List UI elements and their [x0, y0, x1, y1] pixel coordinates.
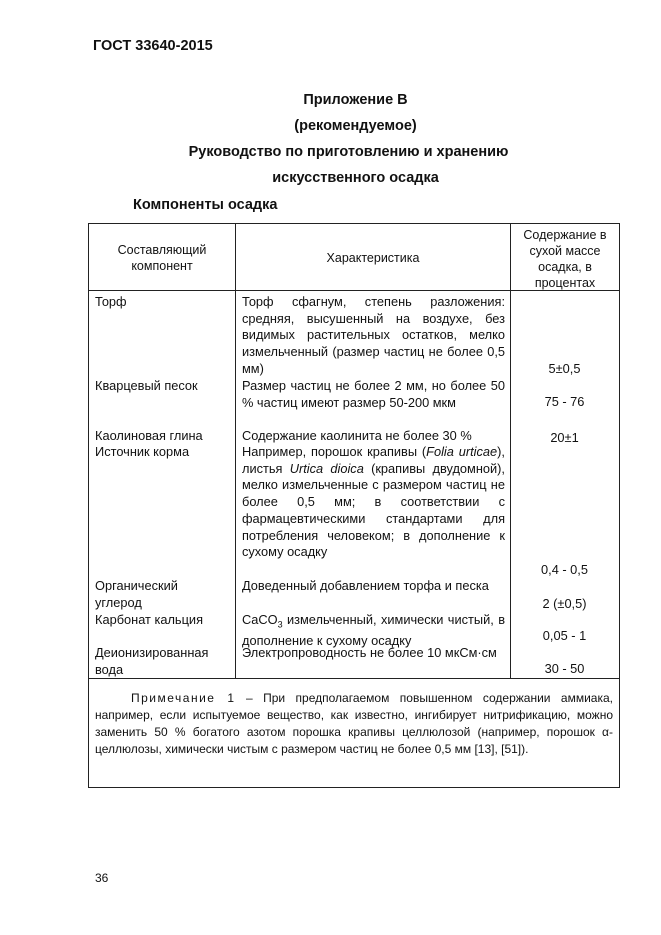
row-carbon-component-line2: углерод — [95, 594, 142, 610]
header-characteristic: Характеристика — [326, 251, 420, 265]
page-number: 36 — [95, 871, 109, 885]
row-water-component — [95, 645, 235, 678]
row-peat-component: Торф — [95, 294, 127, 309]
row-kaolin-component: Каолиновая глина — [95, 428, 203, 443]
row-water-component-line2: вода — [95, 661, 124, 677]
row-kaolin-characteristic: Содержание каолинита не более 30 % — [242, 428, 472, 443]
row-calcium-component: Карбонат кальция — [95, 612, 203, 627]
header-content-line2: сухой массе — [529, 244, 601, 258]
row-carbon-component-line1: Органический — [95, 578, 178, 593]
row-peat-characteristic: Торф сфагнум, степень разложения: средняя, высушенный на воздухе, без видимых растительных остатков, мелко измельченный (размер частиц не более 0,5 мм) — [242, 294, 505, 376]
header-content — [511, 227, 619, 291]
header-component-line2: компонент — [131, 259, 193, 273]
row-water-content: 30 - 50 — [544, 661, 585, 676]
header-component-line1: Составляющий — [117, 243, 207, 257]
row-food-content: 0,4 - 0,5 — [541, 562, 588, 577]
section-title: Компоненты осадка — [133, 197, 278, 213]
row-water-characteristic: Электропроводность не более 10 мкСм·см — [242, 645, 497, 660]
header-content-line4: процентах — [534, 276, 596, 290]
food-text-1: Например, порошок крапивы ( — [242, 444, 427, 459]
row-water-component-line1: Деионизированная — [95, 645, 209, 660]
note-label: Примечание 1 — [131, 691, 236, 705]
row-carbon-content: 2 (±0,5) — [542, 596, 587, 611]
row-sand-characteristic: Размер частиц не более 2 мм, но более 50 % частиц имеют размер 50-200 мкм — [242, 378, 505, 410]
header-component — [89, 242, 235, 274]
row-carbon-component — [95, 578, 235, 611]
row-carbon-characteristic: Доведенный добавлением торфа и песка — [242, 578, 489, 593]
column-divider-1 — [235, 223, 236, 678]
appendix-title: Приложение В — [303, 92, 408, 108]
row-peat-content: 5±0,5 — [548, 361, 581, 376]
food-latin-1: Folia urticae — [426, 444, 498, 459]
row-sand-component: Кварцевый песок — [95, 378, 198, 393]
header-content-line3: осадка, в — [538, 260, 592, 274]
row-kaolin-content: 20±1 — [550, 430, 579, 445]
title-line-2: искусственного осадка — [272, 170, 439, 186]
note-text: – При предполагаемом повышенном содержании аммиака, например, если испытуемое вещество, как известно, ингибирует нитрификацию, можно заменить 50 % богатого азотом порошка крапивы целлюлозой (например, порошок α-целлюлозы, химически чистым с размером частиц не более 0,5 мм [13], [51]). — [95, 691, 614, 756]
row-food-component: Источник корма — [95, 444, 190, 459]
calcium-formula-subscript: 3 — [277, 619, 283, 630]
row-calcium-content: 0,05 - 1 — [542, 628, 587, 643]
food-latin-2: Urtica dioica — [289, 460, 364, 476]
title-line-1: Руководство по приготовлению и хранению — [188, 144, 509, 160]
table-note — [95, 690, 613, 758]
food-text-2: ), листья — [242, 444, 505, 476]
document-id: ГОСТ 33640-2015 — [93, 38, 213, 54]
food-text-3: (крапивы двудомной), мелко измельченные с размером частиц не более 0,5 мм; в соответствии с фармацевтическими стандартами для потребления человеком; в дополнение к сухому осадку — [242, 460, 505, 560]
header-content-line1: Содержание в — [523, 228, 607, 242]
row-sand-content: 75 - 76 — [544, 394, 585, 409]
calcium-text: измельченный, химически чистый, в дополнение к сухому осадку — [242, 612, 505, 649]
appendix-type: (рекомендуемое) — [294, 118, 417, 134]
row-food-characteristic — [242, 444, 505, 561]
calcium-formula: CaCO — [242, 612, 278, 627]
